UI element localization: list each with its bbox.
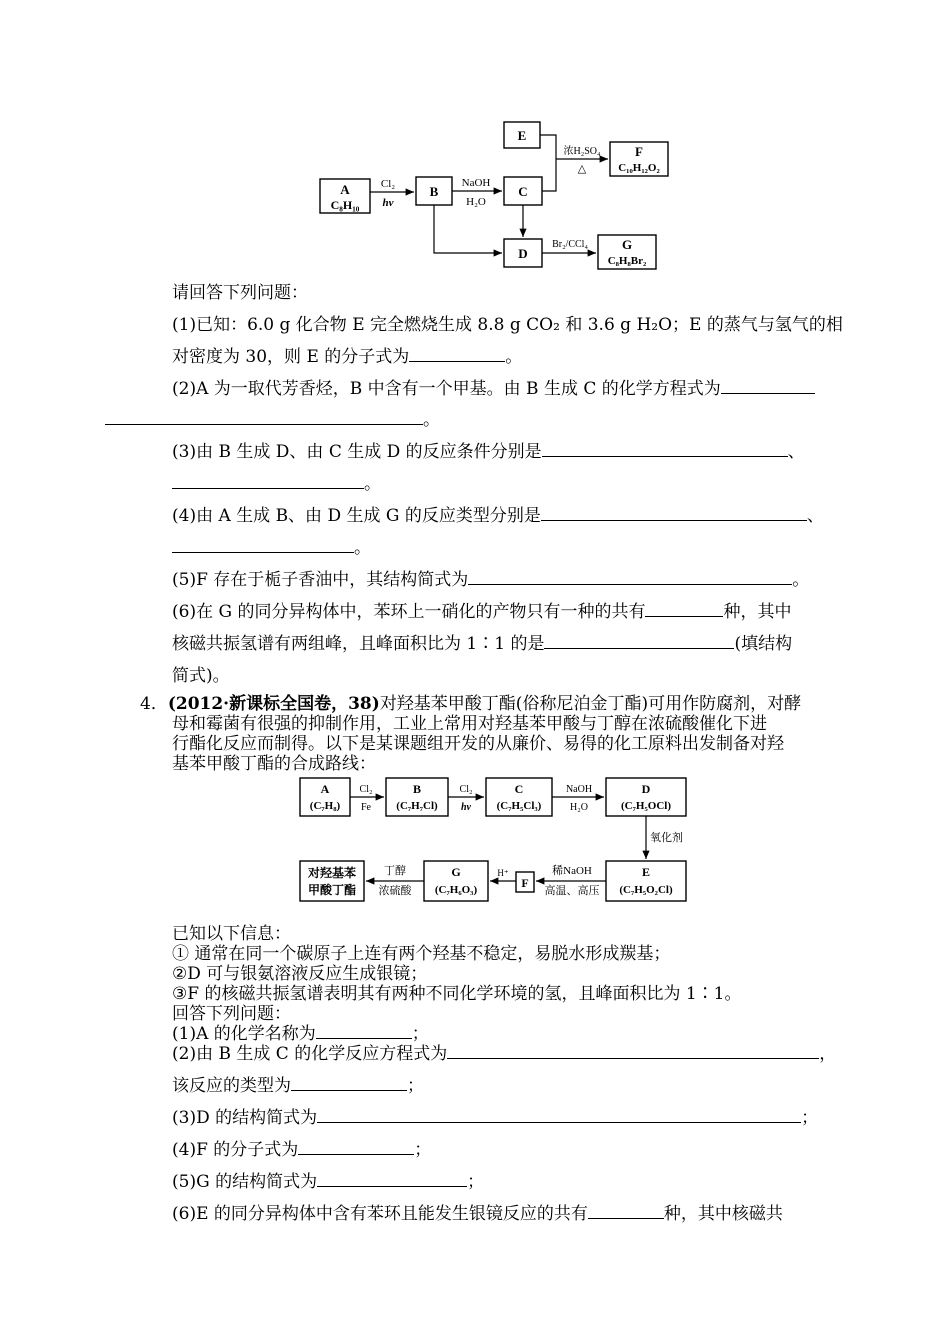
q3-2-line2 [105, 410, 440, 430]
q4-line4: 基苯甲酸丁酯的合成路线： [172, 754, 376, 774]
q4-6-line [172, 1204, 783, 1224]
box2-g-name: G [451, 865, 461, 879]
q4-2-line [172, 1044, 836, 1064]
box2-b-formula: (C₇H₇Cl) [396, 800, 438, 812]
a-b-cat-2: Fe [361, 802, 371, 813]
q4-4-text: (4)F 的分子式为 [172, 1140, 299, 1160]
q3-2-line1 [172, 379, 815, 399]
ce-f-reagent: 浓H₂SO₄ [563, 146, 601, 157]
d-e-reagent-2: 氧化剂 [650, 832, 683, 844]
box2-d-name: D [641, 782, 651, 796]
c-d-cond-2: H₂O [570, 802, 588, 813]
q4-info-1: ① 通常在同一个碳原子上连有两个羟基不稳定，易脱水形成羰基； [172, 944, 671, 964]
b-c-reagent-2: Cl₂ [459, 784, 473, 795]
product-line1: 对羟基苯 [307, 866, 357, 880]
q4-4-semi: ； [414, 1140, 432, 1160]
q4-text1: 对羟基苯甲酸丁酯(俗称尼泊金丁酯)可用作防腐剂，对酵 [379, 694, 802, 714]
q3-2-blank-a[interactable] [721, 379, 815, 394]
q3-3-line1 [172, 442, 805, 462]
q4-1-semi: ； [411, 1024, 429, 1044]
q4-line1 [140, 694, 801, 714]
a-b-reagent-2: Cl₂ [359, 784, 373, 795]
box-f-name: F [635, 144, 643, 159]
box2-a-formula: (C₇H₈) [309, 800, 341, 812]
q4-2b-semi: ； [407, 1076, 424, 1096]
box2-d-formula: (C₇H₅OCl) [621, 800, 671, 812]
q3-4-text: (4)由 A 生成 B、由 D 生成 G 的反应类型分别是 [172, 506, 541, 526]
g-p-cond-2: 浓硫酸 [378, 885, 412, 897]
q4-2b-text: 该反应的类型为 [172, 1076, 291, 1096]
q3-5-blank[interactable] [468, 570, 792, 585]
q4-3-line [172, 1108, 818, 1128]
c-d-reagent-2: NaOH [565, 784, 593, 795]
q3-6-text-a: (6)在 G 的同分异构体中，苯环上一硝化的产物只有一种的共有 [172, 602, 646, 622]
q3-2-blank-b[interactable] [105, 410, 423, 425]
box2-f-name: F [521, 876, 529, 890]
q3-4-dun: 、 [806, 506, 824, 526]
q4-3-blank[interactable] [317, 1108, 801, 1123]
b-c-condition: H₂O [466, 196, 486, 208]
q4-4-line [172, 1140, 431, 1160]
q3-6-line3: 简式)。 [172, 666, 230, 686]
q4-number: 4． [140, 694, 168, 714]
e-f-cond-2: 高温、高压 [544, 885, 600, 897]
q3-5-line [172, 570, 809, 590]
q3-4-line1 [172, 506, 824, 526]
q3-4-line2 [172, 538, 371, 558]
q3-1-blank[interactable] [409, 347, 505, 362]
q4-1-text: (1)A 的化学名称为 [172, 1024, 316, 1044]
e-f-reagent-2: 稀NaOH [552, 865, 592, 877]
q3-1-line1: (1)已知：6.0 g 化合物 E 完全燃烧生成 8.8 g CO₂ 和 3.6 g H₂O；E 的蒸气与氢气的相 [172, 315, 843, 335]
q4-5-text: (5)G 的结构简式为 [172, 1172, 318, 1192]
f-g-reagent-2: H⁺ [497, 868, 509, 878]
q3-2-period: 。 [423, 410, 440, 430]
q3-6-text-b2: (填结构 [734, 634, 793, 654]
q4-3-semi: ； [801, 1108, 819, 1128]
q4-ask: 回答下列问题： [172, 1004, 291, 1024]
box2-g-formula: (C₇H₆O₃) [434, 884, 478, 896]
b-c-reagent: NaOH [461, 177, 491, 189]
q4-4-blank[interactable] [298, 1140, 414, 1155]
q3-6-line2 [172, 634, 792, 654]
q3-intro: 请回答下列问题： [172, 283, 308, 303]
box-a-formula: C₈H₁₀ [330, 198, 360, 212]
q4-5-line [172, 1172, 484, 1192]
g-p-reagent-2: 丁醇 [384, 865, 406, 877]
box-c-name: C [518, 184, 528, 199]
box-e-name: E [517, 128, 527, 143]
product-line2: 甲酸丁酯 [307, 883, 357, 897]
q3-3-period: 。 [364, 474, 381, 494]
q3-3-blank-b[interactable] [172, 474, 364, 489]
a-b-reagent: Cl₂ [380, 178, 396, 190]
arrow-b-d [434, 205, 502, 253]
ce-f-condition: △ [577, 163, 587, 175]
q3-3-dun: 、 [787, 442, 805, 462]
q4-6-text-b: 种，其中核磁共 [663, 1204, 783, 1224]
q4-3-text: (3)D 的结构简式为 [172, 1108, 318, 1128]
q3-3-blank-a[interactable] [542, 442, 788, 457]
q3-4-period: 。 [354, 538, 371, 558]
q4-6-blank[interactable] [588, 1204, 664, 1219]
box-b-name: B [429, 184, 439, 199]
q4-1-blank[interactable] [316, 1024, 412, 1039]
q4-info-2: ②D 可与银氨溶液反应生成银镜； [172, 964, 428, 984]
q3-6-line1 [172, 602, 791, 622]
q3-1-period: 。 [505, 347, 523, 367]
q4-line3: 行酯化反应而制得。以下是某课题组开发的从廉价、易得的化工原料出发制备对羟 [172, 734, 784, 754]
q3-6-text-b: 核磁共振氢谱有两组峰，且峰面积比为 1∶1 的是 [172, 634, 545, 654]
box2-c-formula: (C₇H₅Cl₃) [496, 800, 542, 812]
q4-2-blank[interactable] [447, 1044, 819, 1059]
q4-2b-blank[interactable] [291, 1076, 407, 1091]
box-g-name: G [621, 237, 633, 252]
q4-6-text: (6)E 的同分异构体中含有苯环且能发生银镜反应的共有 [172, 1204, 588, 1224]
q3-4-blank-a[interactable] [541, 506, 807, 521]
q3-3-text: (3)由 B 生成 D、由 C 生成 D 的反应条件分别是 [172, 442, 542, 462]
q4-5-blank[interactable] [317, 1172, 467, 1187]
q4-2b-line [172, 1076, 424, 1096]
q3-3-line2 [172, 474, 381, 494]
q3-5-period: 。 [792, 570, 810, 590]
box2-e-formula: (C₇H₅O₂Cl) [619, 884, 673, 896]
reaction-scheme-1 [300, 115, 690, 275]
q4-line2: 母和霉菌有很强的抑制作用，工业上常用对羟基苯甲酸与丁醇在浓硫酸催化下进 [172, 714, 767, 734]
d-g-reagent: Br₂/CCl₄ [552, 239, 588, 250]
a-b-condition: hv [382, 197, 394, 209]
q3-5-text: (5)F 存在于栀子香油中，其结构简式为 [172, 570, 469, 590]
q4-2-comma: ， [819, 1044, 837, 1064]
reaction-scheme-2 [296, 773, 692, 909]
q3-6-blank-b[interactable] [544, 634, 734, 649]
q3-1-text: 对密度为 30，则 E 的分子式为 [172, 347, 410, 367]
box-g-formula: C₈H₈Br₂ [607, 255, 647, 267]
box2-e-name: E [641, 865, 651, 879]
box-d-name: D [518, 246, 528, 261]
q3-1-line2 [172, 347, 522, 367]
q3-6-text-a2: 种，其中 [723, 602, 792, 622]
q4-1-line [172, 1024, 429, 1044]
box2-a-name: A [320, 782, 330, 796]
q3-4-blank-b[interactable] [172, 538, 354, 553]
q4-info-3: ③F 的核磁共振氢谱表明其有两种不同化学环境的氢，且峰面积比为 1∶1。 [172, 984, 742, 1004]
box-a-name: A [340, 182, 350, 197]
q4-2-text: (2)由 B 生成 C 的化学反应方程式为 [172, 1044, 448, 1064]
box-f-formula: C₁₀H₁₂O₂ [618, 162, 660, 174]
box2-b-name: B [412, 782, 422, 796]
q4-5-semi: ； [467, 1172, 485, 1192]
q3-6-blank-a[interactable] [645, 602, 723, 617]
q3-2-text: (2)A 为一取代芳香烃，B 中含有一个甲基。由 B 生成 C 的化学方程式为 [172, 379, 721, 399]
b-c-cond-2: hv [461, 802, 471, 813]
q4-info-title: 已知以下信息： [172, 924, 291, 944]
box2-c-name: C [514, 782, 524, 796]
q4-source: (2012·新课标全国卷，38) [167, 694, 380, 714]
